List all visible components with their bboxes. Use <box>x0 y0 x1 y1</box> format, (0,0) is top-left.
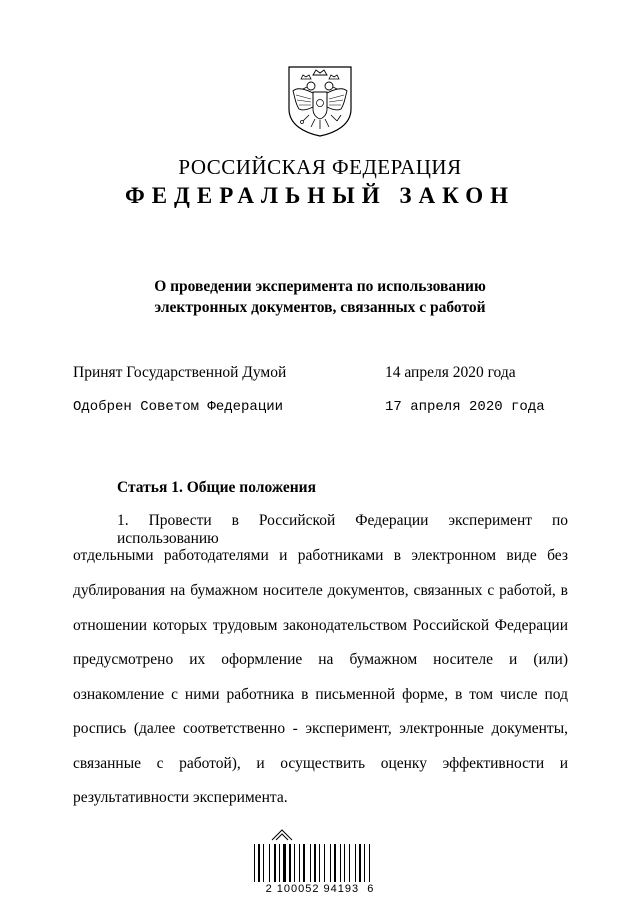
duma-adoption-label: Принят Государственной Думой <box>73 364 287 381</box>
council-approval-label: Одобрен Советом Федерации <box>73 399 284 415</box>
article-text-line: ознакомление с ними работника в письменной форме, в том числе под <box>73 686 568 703</box>
article-text-line: дублирования на бумажном носителе документов, связанных с работой, в <box>73 582 568 599</box>
article-text-line: связанные с работой), и осуществить оценку эффективности и <box>73 755 568 772</box>
barcode-icon <box>252 844 388 882</box>
law-title-line: электронных документов, связанных с работой <box>154 299 486 316</box>
article-text-line: отдельными работодателями и работниками в электронном виде без <box>73 547 568 564</box>
law-title <box>0 276 640 318</box>
article-text-line: роспись (далее соответственно - эксперимент, электронные документы, <box>73 720 568 737</box>
barcode <box>252 828 388 898</box>
article-text-line: 1. Провести в Российской Федерации эксперимент по использованию <box>117 512 568 547</box>
law-title-line: О проведении эксперимента по использованию <box>154 278 486 295</box>
barcode-number: 2 100052 94193 6 <box>265 883 375 895</box>
article-heading: Статья 1. Общие положения <box>117 479 316 496</box>
duma-adoption-date: 14 апреля 2020 года <box>385 364 516 381</box>
article-text-line: предусмотрено их оформление на бумажном носителе и (или) <box>73 651 568 668</box>
country-name: РОССИЙСКАЯ ФЕДЕРАЦИЯ <box>178 155 462 179</box>
law-type-heading: ФЕДЕРАЛЬНЫЙ ЗАКОН <box>124 183 516 208</box>
article-text-line: результативности эксперимента. <box>73 789 288 806</box>
russian-coat-of-arms-icon <box>287 65 353 137</box>
article-text-line: отношении которых трудовым законодательством Российской Федерации <box>73 617 568 634</box>
council-approval-date: 17 апреля 2020 года <box>385 399 545 415</box>
registration-mark-icon <box>270 828 294 842</box>
